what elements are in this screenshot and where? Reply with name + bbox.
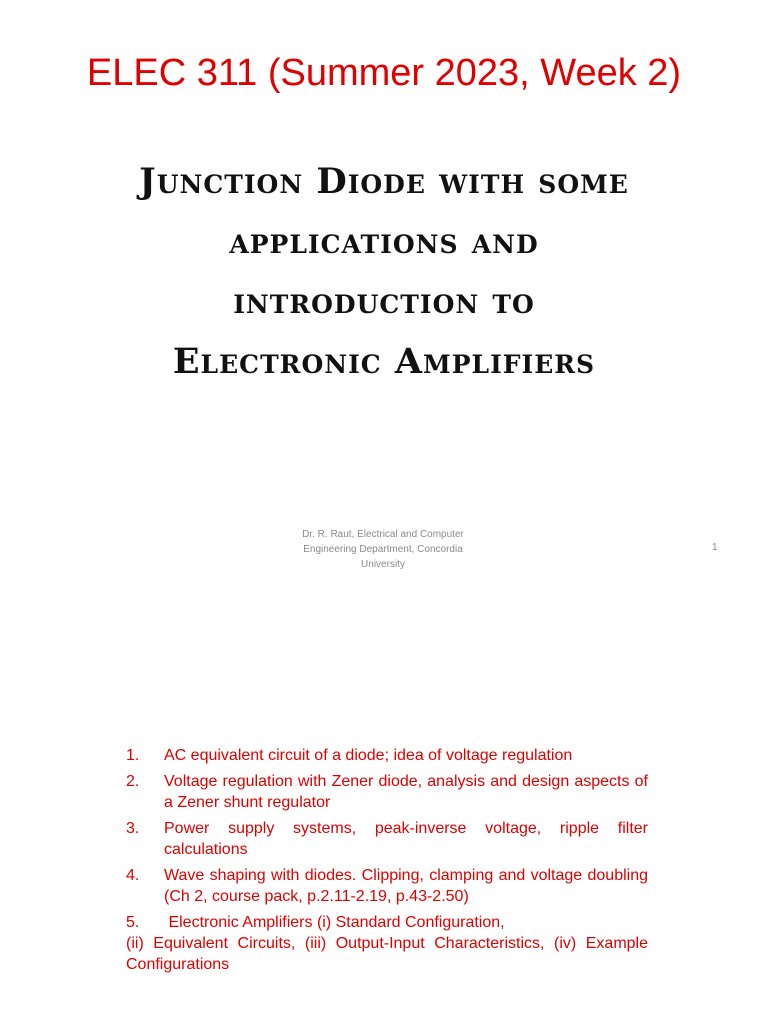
footer-line: University xyxy=(361,559,405,570)
list-item xyxy=(126,818,648,860)
list-item-text: Wave shaping with diodes. Clipping, clamping and voltage doubling (Ch 2, course pack, p.2.11-2.19, p.43-2.50) xyxy=(164,867,648,905)
main-title xyxy=(44,152,724,392)
list-item-number: 4. xyxy=(126,867,140,884)
list-continuation: (ii) Equivalent Circuits, (iii) Output-Input Characteristics, (iv) Example Configurations xyxy=(126,935,648,973)
list-item-number: 2. xyxy=(126,773,140,790)
page-number: 1 xyxy=(712,542,718,553)
list-item-number: 1. xyxy=(126,747,140,764)
footer-line: Engineering Department, Concordia xyxy=(303,544,463,555)
topic-list xyxy=(126,745,648,975)
title-line: applications and xyxy=(229,221,539,262)
list-item-number: 5. xyxy=(126,914,140,931)
topics-slide xyxy=(0,715,768,1024)
title-line: introduction to xyxy=(233,281,535,322)
list-item-number: 3. xyxy=(126,820,140,837)
list-item xyxy=(126,912,648,933)
footer-line: Dr. R. Raut, Electrical and Computer xyxy=(302,529,464,540)
list-item xyxy=(126,745,648,766)
slide-footer xyxy=(278,527,488,572)
list-item xyxy=(126,771,648,813)
title-line: Junction Diode with some xyxy=(139,161,629,202)
list-item-text: AC equivalent circuit of a diode; idea of voltage regulation xyxy=(164,747,573,764)
list-item-text: Power supply systems, peak-inverse voltage, ripple filter calculations xyxy=(164,820,648,858)
list-item-text: Voltage regulation with Zener diode, analysis and design aspects of a Zener shunt regulator xyxy=(164,773,648,811)
title-line: Electronic Amplifiers xyxy=(172,341,596,382)
list-item xyxy=(126,865,648,907)
course-title: ELEC 311 (Summer 2023, Week 2) xyxy=(86,52,682,94)
list-item-text: Electronic Amplifiers (i) Standard Configuration, xyxy=(168,914,505,931)
